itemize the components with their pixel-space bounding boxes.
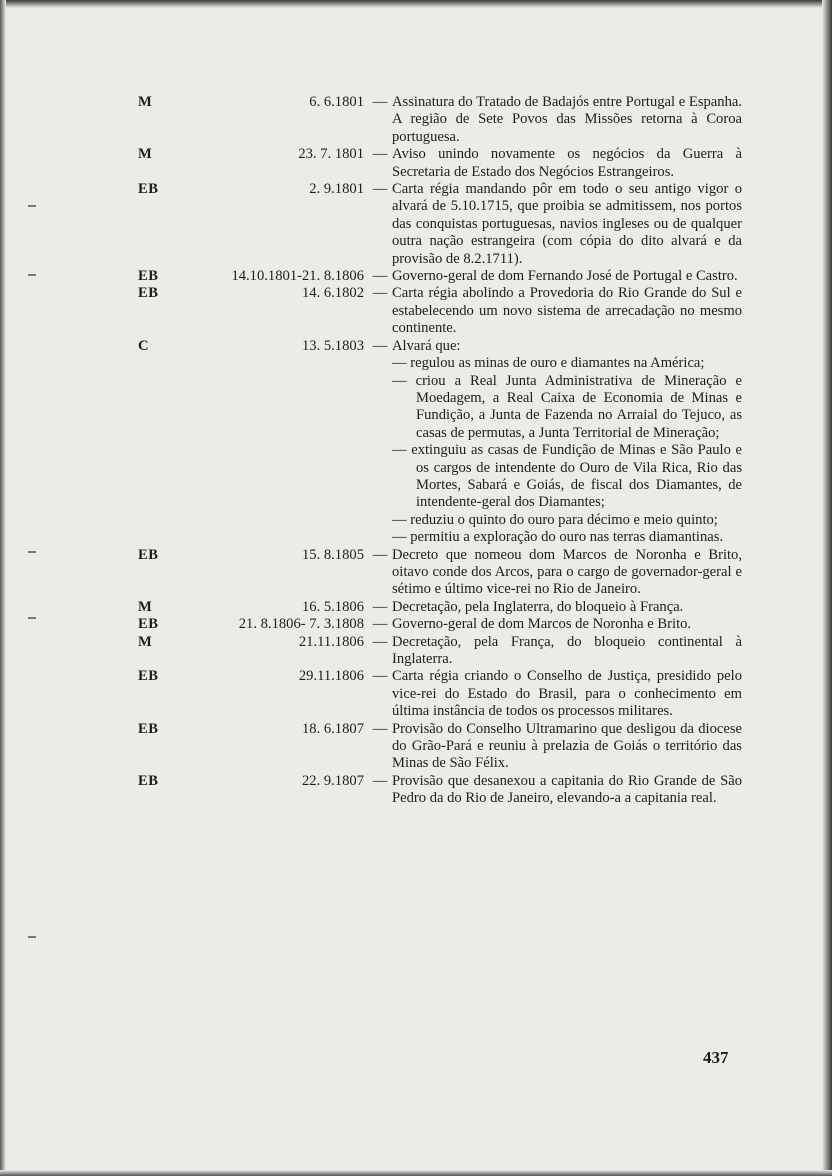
chronology-entry bbox=[138, 773, 742, 808]
entry-date: 2. 9.1801 bbox=[309, 181, 364, 198]
entry-text: Decretação, pela Inglaterra, do bloqueio à França. bbox=[392, 598, 684, 615]
entry-dash: — bbox=[372, 94, 388, 110]
entry-sub-item: — reduziu o quinto do ouro para décimo e meio quinto; bbox=[392, 511, 718, 528]
entry-text: Provisão do Conselho Ultramarino que desligou da diocese do Grão-Pará e reuniu à prelazia de Goiás o território das Minas de São Félix. bbox=[392, 720, 742, 772]
entry-dash: — bbox=[372, 146, 388, 163]
entry-text: Carta régia criando o Conselho de Justiça, presidido pelo vice-rei do Estado do Brasil, para o conhecimento em última instância de todos os processos militares. bbox=[392, 668, 742, 720]
scan-edge-right bbox=[822, 0, 832, 1176]
entry-dash: — bbox=[372, 546, 388, 563]
entry-date: 14. 6.1802 bbox=[301, 285, 364, 302]
entry-dash: — bbox=[372, 268, 388, 285]
entry-code: EB bbox=[138, 285, 159, 302]
margin-mark bbox=[28, 205, 36, 207]
scan-edge-left bbox=[0, 0, 6, 1176]
entry-code: M bbox=[138, 146, 153, 163]
entry-code: EB bbox=[138, 268, 159, 285]
entry-dash: — bbox=[372, 598, 388, 615]
chronology-entry bbox=[138, 268, 742, 285]
entry-sub-item: — extinguiu as casas de Fundição de Minas e São Paulo e os cargos de intendente do Ouro de Vila Rica, Rio das Mortes, Sabará e Goiás, de fiscal dos Diamantes, de intendente-geral dos Diamantes; bbox=[392, 442, 742, 511]
margin-mark bbox=[28, 274, 36, 276]
chronology-entry bbox=[138, 599, 742, 616]
entry-date: 18. 6.1807 bbox=[301, 720, 364, 737]
entry-date: 13. 5.1803 bbox=[301, 337, 364, 354]
entry-text: Aviso unindo novamente os negócios da Guerra à Secretaria de Estado dos Negócios Estrangeiros. bbox=[392, 146, 742, 180]
entry-text: Provisão que desanexou a capitania do Rio Grande de São Pedro da do Rio de Janeiro, elevando-a a capitania real. bbox=[392, 772, 742, 807]
entry-date: 21.11.1806 bbox=[298, 633, 364, 650]
margin-mark bbox=[28, 551, 36, 553]
chronology-entry bbox=[138, 634, 742, 669]
entry-dash: — bbox=[372, 668, 388, 685]
entry-dash: — bbox=[372, 772, 388, 789]
entry-date: 14.10.1801-21. 8.1806 bbox=[231, 268, 364, 285]
margin-mark bbox=[28, 936, 36, 938]
entry-date: 22. 9.1807 bbox=[301, 772, 364, 789]
entry-sub-item: — regulou as minas de ouro e diamantes na América; bbox=[392, 355, 705, 372]
entry-dash: — bbox=[372, 285, 388, 302]
entry-code: EB bbox=[138, 720, 159, 737]
entry-date: 29.11.1806 bbox=[298, 668, 364, 685]
chronology-entry bbox=[138, 721, 742, 773]
entry-text: Governo-geral de dom Fernando José de Portugal e Castro. bbox=[392, 268, 738, 285]
entry-sub-item: — permitiu a exploração do ouro nas terras diamantinas. bbox=[392, 529, 724, 546]
entry-sub-item: — criou a Real Junta Administrativa de Mineração e Moedagem, a Real Caixa de Economia de Minas e Fundição, a Junta de Fazenda no Arraial do Tejuco, as casas de permutas, a Junta Territorial de Mineração; bbox=[392, 372, 742, 441]
entry-dash: — bbox=[372, 181, 388, 198]
entry-code: EB bbox=[138, 772, 159, 789]
entry-dash: — bbox=[372, 633, 388, 650]
entry-date: 23. 7. 1801 bbox=[298, 146, 364, 163]
page-number: 437 bbox=[703, 1048, 729, 1067]
entry-text-block bbox=[392, 338, 742, 547]
entry-text: Carta régia abolindo a Provedoria do Rio Grande do Sul e estabelecendo um novo sistema de arrecadação no mesmo continente. bbox=[392, 285, 742, 337]
entry-date: 21. 8.1806- 7. 3.1808 bbox=[238, 616, 364, 633]
entry-date: 16. 5.1806 bbox=[301, 598, 364, 615]
entry-text: Decreto que nomeou dom Marcos de Noronha e Brito, oitavo conde dos Arcos, para o cargo de governador-geral e sétimo e último vice-rei no Rio de Janeiro. bbox=[392, 546, 742, 598]
chronology-list bbox=[138, 94, 742, 808]
entry-dash: — bbox=[372, 616, 388, 633]
entry-text: Carta régia mandando pôr em todo o seu antigo vigor o alvará de 5.10.1715, que proibia se admitissem, nos portos das conquistas portuguesas, navios ingleses ou de qualquer outra nação estrangeira (com cópia do dito alvará e da provisão de 8.2.1711). bbox=[392, 181, 742, 267]
chronology-entry bbox=[138, 94, 742, 146]
entry-code: M bbox=[138, 94, 153, 110]
entry-code: EB bbox=[138, 616, 159, 633]
entry-code: C bbox=[138, 337, 150, 354]
entry-text: Decretação, pela França, do bloqueio continental à Inglaterra. bbox=[392, 633, 742, 667]
entry-code: EB bbox=[138, 546, 159, 563]
scan-edge-top bbox=[0, 0, 832, 8]
entry-text: Alvará que: bbox=[392, 337, 461, 354]
chronology-entry bbox=[138, 668, 742, 720]
chronology-entry bbox=[138, 181, 742, 268]
entry-dash: — bbox=[372, 720, 388, 737]
entry-code: M bbox=[138, 598, 153, 615]
entry-code: EB bbox=[138, 668, 159, 685]
chronology-entry bbox=[138, 338, 742, 547]
chronology-entry bbox=[138, 285, 742, 337]
entry-text: Assinatura do Tratado de Badajós entre Portugal e Espanha. A região de Sete Povos das Missões retorna à Coroa portuguesa. bbox=[392, 94, 742, 145]
entry-text: Governo-geral de dom Marcos de Noronha e Brito. bbox=[392, 616, 692, 633]
entry-dash: — bbox=[372, 337, 388, 354]
entry-date: 15. 8.1805 bbox=[301, 546, 364, 563]
margin-mark bbox=[28, 617, 36, 619]
chronology-entry bbox=[138, 547, 742, 599]
chronology-entry bbox=[138, 616, 742, 633]
scan-edge-bottom bbox=[0, 1170, 832, 1176]
chronology-entry bbox=[138, 146, 742, 181]
entry-date: 6. 6.1801 bbox=[309, 94, 364, 110]
entry-code: M bbox=[138, 633, 153, 650]
entry-code: EB bbox=[138, 181, 159, 198]
